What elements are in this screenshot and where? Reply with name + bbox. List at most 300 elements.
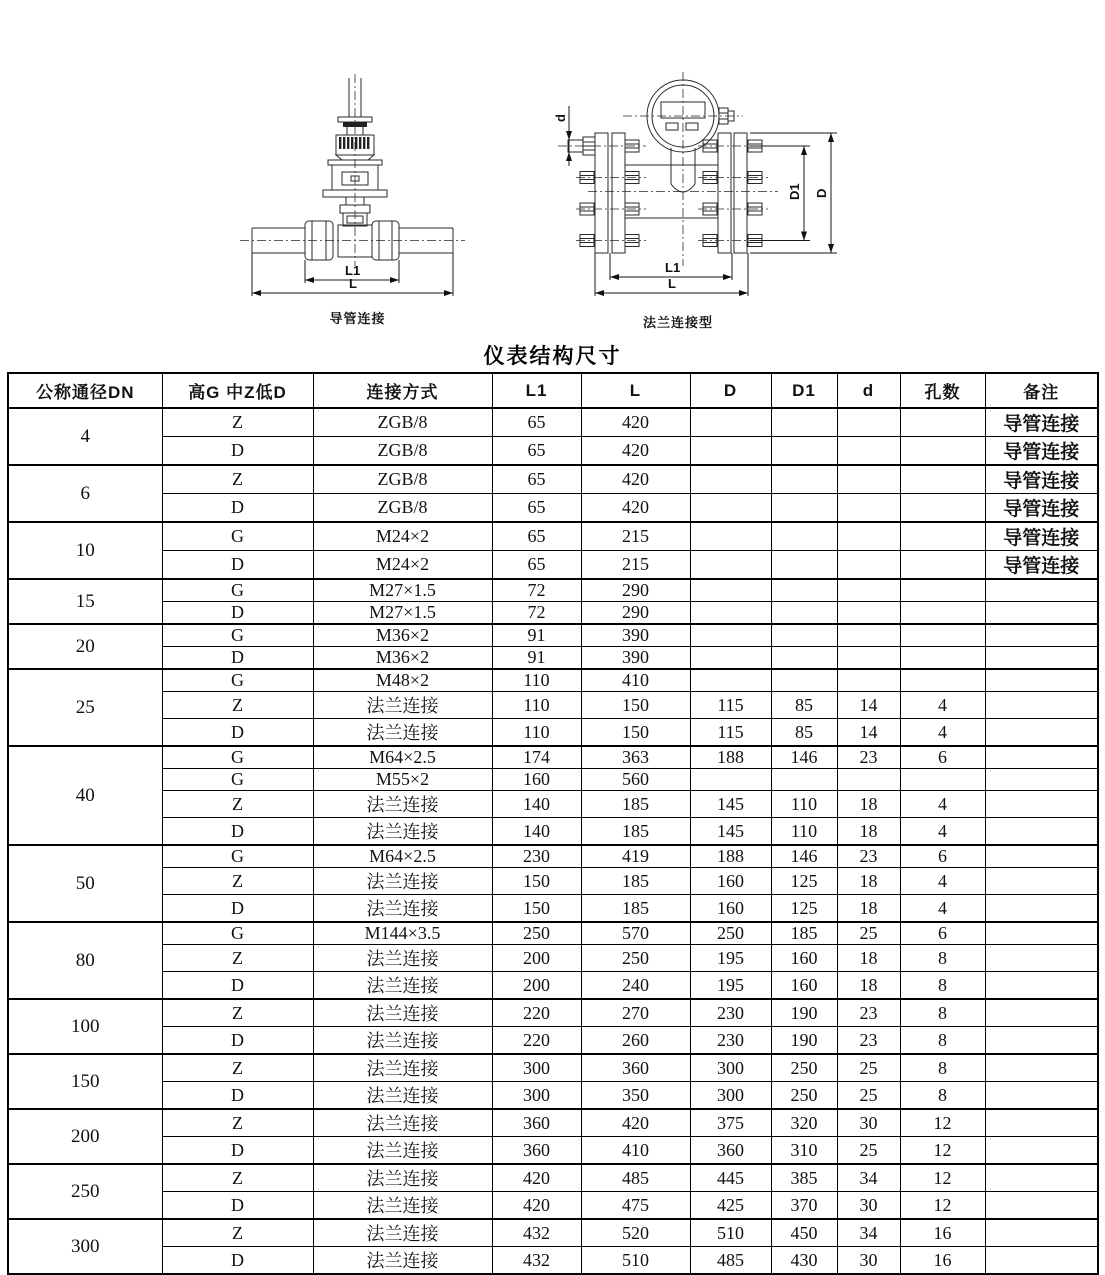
l1-cell: 72 xyxy=(492,579,581,602)
table-row xyxy=(8,922,1098,945)
l-cell: 485 xyxy=(581,1164,690,1192)
remark-cell xyxy=(985,818,1098,846)
d-bolt-cell: 23 xyxy=(837,746,900,769)
grade-cell: D xyxy=(162,1137,313,1165)
grade-cell: Z xyxy=(162,999,313,1027)
connection-cell: 法兰连接 xyxy=(313,945,492,972)
holes-cell xyxy=(900,647,985,670)
d-bolt-cell: 18 xyxy=(837,895,900,923)
remark-cell: 导管连接 xyxy=(985,494,1098,523)
l-cell: 360 xyxy=(581,1054,690,1082)
d1-cell xyxy=(771,437,837,466)
dim-label-l: L xyxy=(668,276,676,291)
grade-cell: Z xyxy=(162,1109,313,1137)
holes-cell: 6 xyxy=(900,922,985,945)
remark-cell xyxy=(985,669,1098,692)
col-header-dn: 公称通径DN xyxy=(8,373,162,408)
connection-cell: M64×2.5 xyxy=(313,845,492,868)
remark-cell xyxy=(985,972,1098,1000)
table-row xyxy=(8,1137,1098,1165)
l-cell: 240 xyxy=(581,972,690,1000)
d-cell: 188 xyxy=(690,746,771,769)
dn-cell: 40 xyxy=(8,746,162,845)
flange-connection-caption: 法兰连接型 xyxy=(642,315,713,330)
l-cell: 520 xyxy=(581,1219,690,1247)
remark-cell xyxy=(985,845,1098,868)
table-row xyxy=(8,769,1098,791)
l1-cell: 300 xyxy=(492,1054,581,1082)
l-cell: 290 xyxy=(581,602,690,625)
l1-cell: 91 xyxy=(492,624,581,647)
table-row xyxy=(8,579,1098,602)
holes-cell: 8 xyxy=(900,999,985,1027)
flange-connection-figure xyxy=(528,48,868,306)
l-cell: 510 xyxy=(581,1247,690,1275)
dim-label-l1: L1 xyxy=(345,263,361,278)
d-cell: 115 xyxy=(690,692,771,719)
d-cell: 300 xyxy=(690,1082,771,1110)
table-row xyxy=(8,669,1098,692)
l-cell: 260 xyxy=(581,1027,690,1055)
connection-cell: 法兰连接 xyxy=(313,1164,492,1192)
l1-cell: 110 xyxy=(492,669,581,692)
d-bolt-cell: 18 xyxy=(837,818,900,846)
holes-cell xyxy=(900,408,985,437)
l-cell: 390 xyxy=(581,624,690,647)
dim-label-l1: L1 xyxy=(665,260,681,275)
connection-cell: 法兰连接 xyxy=(313,1082,492,1110)
d1-cell xyxy=(771,647,837,670)
l-cell: 185 xyxy=(581,868,690,895)
connection-cell: 法兰连接 xyxy=(313,895,492,923)
grade-cell: Z xyxy=(162,945,313,972)
holes-cell: 4 xyxy=(900,895,985,923)
remark-cell xyxy=(985,791,1098,818)
remark-cell xyxy=(985,624,1098,647)
d-cell: 160 xyxy=(690,895,771,923)
l1-cell: 230 xyxy=(492,845,581,868)
l-cell: 363 xyxy=(581,746,690,769)
d-cell: 160 xyxy=(690,868,771,895)
d-cell: 250 xyxy=(690,922,771,945)
l-cell: 270 xyxy=(581,999,690,1027)
l1-cell: 140 xyxy=(492,791,581,818)
table-row xyxy=(8,719,1098,747)
dim-label-d-outer: D xyxy=(814,188,829,198)
d-cell xyxy=(690,647,771,670)
dn-cell: 20 xyxy=(8,624,162,669)
d-cell: 188 xyxy=(690,845,771,868)
grade-cell: D xyxy=(162,1247,313,1275)
d1-cell: 190 xyxy=(771,1027,837,1055)
table-row xyxy=(8,1164,1098,1192)
table-row xyxy=(8,972,1098,1000)
connection-cell: M144×3.5 xyxy=(313,922,492,945)
holes-cell: 4 xyxy=(900,791,985,818)
table-row xyxy=(8,624,1098,647)
d-bolt-cell: 14 xyxy=(837,692,900,719)
d1-cell: 160 xyxy=(771,972,837,1000)
l-cell: 250 xyxy=(581,945,690,972)
table-row xyxy=(8,1219,1098,1247)
connection-cell: 法兰连接 xyxy=(313,791,492,818)
d1-cell xyxy=(771,551,837,580)
d-bolt-cell: 18 xyxy=(837,791,900,818)
holes-cell: 8 xyxy=(900,1082,985,1110)
dim-label-d: d xyxy=(553,114,568,122)
d1-cell: 110 xyxy=(771,818,837,846)
connection-cell: 法兰连接 xyxy=(313,1054,492,1082)
grade-cell: G xyxy=(162,522,313,551)
table-row xyxy=(8,818,1098,846)
holes-cell: 8 xyxy=(900,1027,985,1055)
holes-cell: 12 xyxy=(900,1109,985,1137)
d1-cell xyxy=(771,769,837,791)
remark-cell: 导管连接 xyxy=(985,437,1098,466)
col-header-remarks: 备注 xyxy=(985,373,1098,408)
l-cell: 410 xyxy=(581,1137,690,1165)
table-row xyxy=(8,522,1098,551)
grade-cell: Z xyxy=(162,1219,313,1247)
dn-cell: 300 xyxy=(8,1219,162,1274)
d1-cell: 160 xyxy=(771,945,837,972)
remark-cell xyxy=(985,769,1098,791)
d1-cell: 185 xyxy=(771,922,837,945)
l-cell: 185 xyxy=(581,895,690,923)
d-bolt-cell: 23 xyxy=(837,845,900,868)
d-cell xyxy=(690,624,771,647)
col-header-grade: 高G 中Z低D xyxy=(162,373,313,408)
d1-cell: 110 xyxy=(771,791,837,818)
l-cell: 390 xyxy=(581,647,690,670)
table-row xyxy=(8,408,1098,437)
d1-cell: 85 xyxy=(771,692,837,719)
d-cell xyxy=(690,522,771,551)
col-header-d: D xyxy=(690,373,771,408)
grade-cell: G xyxy=(162,769,313,791)
connection-cell: 法兰连接 xyxy=(313,1109,492,1137)
l1-cell: 91 xyxy=(492,647,581,670)
d1-cell: 125 xyxy=(771,895,837,923)
d-bolt-cell xyxy=(837,522,900,551)
l1-cell: 220 xyxy=(492,1027,581,1055)
grade-cell: Z xyxy=(162,1054,313,1082)
table-row xyxy=(8,692,1098,719)
l1-cell: 174 xyxy=(492,746,581,769)
grade-cell: Z xyxy=(162,868,313,895)
d-cell xyxy=(690,669,771,692)
d1-cell xyxy=(771,579,837,602)
d-cell: 145 xyxy=(690,791,771,818)
col-header-d-bolt: d xyxy=(837,373,900,408)
l-cell: 185 xyxy=(581,791,690,818)
d1-cell xyxy=(771,408,837,437)
grade-cell: Z xyxy=(162,408,313,437)
l1-cell: 140 xyxy=(492,818,581,846)
grade-cell: G xyxy=(162,624,313,647)
remark-cell: 导管连接 xyxy=(985,465,1098,494)
header-row xyxy=(8,373,1098,408)
holes-cell xyxy=(900,465,985,494)
d-cell: 145 xyxy=(690,818,771,846)
d-bolt-cell: 18 xyxy=(837,972,900,1000)
remark-cell xyxy=(985,1219,1098,1247)
d-cell: 485 xyxy=(690,1247,771,1275)
l1-cell: 65 xyxy=(492,408,581,437)
d1-cell: 125 xyxy=(771,868,837,895)
connection-cell: ZGB/8 xyxy=(313,408,492,437)
table-row xyxy=(8,494,1098,523)
d1-cell xyxy=(771,465,837,494)
d1-cell: 85 xyxy=(771,719,837,747)
remark-cell: 导管连接 xyxy=(985,522,1098,551)
flange-pair-right xyxy=(718,133,747,253)
l-cell: 185 xyxy=(581,818,690,846)
holes-cell: 16 xyxy=(900,1219,985,1247)
table-row xyxy=(8,437,1098,466)
display-button xyxy=(666,123,678,130)
dn-cell: 25 xyxy=(8,669,162,746)
remark-cell xyxy=(985,922,1098,945)
connection-cell: 法兰连接 xyxy=(313,1192,492,1220)
connection-cell: M36×2 xyxy=(313,647,492,670)
d-cell: 300 xyxy=(690,1054,771,1082)
dn-cell: 250 xyxy=(8,1164,162,1219)
d-bolt-cell: 30 xyxy=(837,1109,900,1137)
connection-cell: 法兰连接 xyxy=(313,1137,492,1165)
connection-cell: ZGB/8 xyxy=(313,437,492,466)
l1-cell: 200 xyxy=(492,945,581,972)
table-row xyxy=(8,602,1098,625)
l-cell: 420 xyxy=(581,408,690,437)
grade-cell: Z xyxy=(162,465,313,494)
holes-cell xyxy=(900,769,985,791)
dim-d-bolt xyxy=(553,106,569,166)
holes-cell xyxy=(900,494,985,523)
d-cell: 195 xyxy=(690,945,771,972)
d1-cell: 310 xyxy=(771,1137,837,1165)
dn-cell: 15 xyxy=(8,579,162,624)
l1-cell: 300 xyxy=(492,1082,581,1110)
table-row xyxy=(8,1027,1098,1055)
remark-cell xyxy=(985,1109,1098,1137)
d1-cell: 385 xyxy=(771,1164,837,1192)
d1-cell: 450 xyxy=(771,1219,837,1247)
l1-cell: 250 xyxy=(492,922,581,945)
dn-cell: 80 xyxy=(8,922,162,999)
d-bolt-cell xyxy=(837,408,900,437)
d-bolt-cell xyxy=(837,769,900,791)
dim-d1 xyxy=(750,146,810,241)
connection-cell: 法兰连接 xyxy=(313,1247,492,1275)
pipe-connection-diagram xyxy=(235,52,480,304)
connection-cell: M48×2 xyxy=(313,669,492,692)
remark-cell xyxy=(985,999,1098,1027)
l-cell: 150 xyxy=(581,719,690,747)
remark-cell xyxy=(985,868,1098,895)
grade-cell: D xyxy=(162,551,313,580)
l1-cell: 200 xyxy=(492,972,581,1000)
dn-cell: 150 xyxy=(8,1054,162,1109)
l-cell: 420 xyxy=(581,494,690,523)
table-row xyxy=(8,845,1098,868)
grade-cell: D xyxy=(162,494,313,523)
l1-cell: 65 xyxy=(492,551,581,580)
l1-cell: 65 xyxy=(492,437,581,466)
remark-cell xyxy=(985,647,1098,670)
remark-cell xyxy=(985,692,1098,719)
grade-cell: D xyxy=(162,1082,313,1110)
connection-cell: M24×2 xyxy=(313,522,492,551)
remark-cell xyxy=(985,1137,1098,1165)
d-cell: 230 xyxy=(690,999,771,1027)
grade-cell: G xyxy=(162,579,313,602)
connection-cell: M27×1.5 xyxy=(313,602,492,625)
d-cell xyxy=(690,408,771,437)
connection-cell: M24×2 xyxy=(313,551,492,580)
holes-cell xyxy=(900,602,985,625)
l1-cell: 360 xyxy=(492,1109,581,1137)
d-cell: 115 xyxy=(690,719,771,747)
d-bolt-cell xyxy=(837,465,900,494)
display-button xyxy=(686,123,698,130)
holes-cell xyxy=(900,522,985,551)
grade-cell: D xyxy=(162,602,313,625)
holes-cell xyxy=(900,579,985,602)
d1-cell: 146 xyxy=(771,746,837,769)
d-cell: 360 xyxy=(690,1137,771,1165)
grade-cell: D xyxy=(162,895,313,923)
remark-cell xyxy=(985,1027,1098,1055)
table-row xyxy=(8,1054,1098,1082)
holes-cell: 4 xyxy=(900,719,985,747)
l-cell: 570 xyxy=(581,922,690,945)
d-bolt-cell xyxy=(837,551,900,580)
d-cell xyxy=(690,494,771,523)
d-cell: 375 xyxy=(690,1109,771,1137)
l1-cell: 160 xyxy=(492,769,581,791)
connection-cell: 法兰连接 xyxy=(313,1219,492,1247)
d1-cell xyxy=(771,669,837,692)
holes-cell: 8 xyxy=(900,945,985,972)
connection-cell: 法兰连接 xyxy=(313,1027,492,1055)
l1-cell: 432 xyxy=(492,1219,581,1247)
holes-cell: 8 xyxy=(900,1054,985,1082)
d1-cell xyxy=(771,624,837,647)
connection-cell: 法兰连接 xyxy=(313,972,492,1000)
l-cell: 420 xyxy=(581,1109,690,1137)
d-cell xyxy=(690,769,771,791)
l-cell: 420 xyxy=(581,465,690,494)
holes-cell: 4 xyxy=(900,818,985,846)
l1-cell: 150 xyxy=(492,868,581,895)
holes-cell: 6 xyxy=(900,845,985,868)
table-row xyxy=(8,647,1098,670)
l1-cell: 220 xyxy=(492,999,581,1027)
flange-connection-diagram xyxy=(528,48,868,306)
flange-pair-left xyxy=(595,133,625,253)
l-cell: 215 xyxy=(581,522,690,551)
l1-cell: 65 xyxy=(492,494,581,523)
d1-cell: 320 xyxy=(771,1109,837,1137)
col-header-l: L xyxy=(581,373,690,408)
remark-cell: 导管连接 xyxy=(985,408,1098,437)
table-row xyxy=(8,1192,1098,1220)
d-bolt-cell: 25 xyxy=(837,1054,900,1082)
holes-cell xyxy=(900,551,985,580)
col-header-connection: 连接方式 xyxy=(313,373,492,408)
d1-cell: 190 xyxy=(771,999,837,1027)
table-row xyxy=(8,999,1098,1027)
connection-cell: M55×2 xyxy=(313,769,492,791)
grade-cell: D xyxy=(162,1192,313,1220)
l1-cell: 420 xyxy=(492,1192,581,1220)
remark-cell xyxy=(985,1082,1098,1110)
connection-cell: ZGB/8 xyxy=(313,494,492,523)
connection-cell: 法兰连接 xyxy=(313,818,492,846)
grade-cell: D xyxy=(162,437,313,466)
table-row xyxy=(8,945,1098,972)
remark-cell xyxy=(985,1192,1098,1220)
table-row xyxy=(8,746,1098,769)
remark-cell xyxy=(985,1247,1098,1275)
d-bolt-cell xyxy=(837,437,900,466)
d1-cell: 430 xyxy=(771,1247,837,1275)
connection-cell: 法兰连接 xyxy=(313,868,492,895)
dn-cell: 10 xyxy=(8,522,162,579)
d-cell: 425 xyxy=(690,1192,771,1220)
dn-cell: 100 xyxy=(8,999,162,1054)
grade-cell: D xyxy=(162,647,313,670)
d-bolt-cell xyxy=(837,494,900,523)
dimension-table xyxy=(7,372,1099,1275)
d-bolt-cell: 25 xyxy=(837,922,900,945)
dim-label-d1: D1 xyxy=(787,183,802,200)
d-cell xyxy=(690,465,771,494)
remark-cell xyxy=(985,719,1098,747)
l-cell: 475 xyxy=(581,1192,690,1220)
d-bolt-cell xyxy=(837,579,900,602)
d-cell: 230 xyxy=(690,1027,771,1055)
holes-cell xyxy=(900,437,985,466)
holes-cell: 12 xyxy=(900,1164,985,1192)
remark-cell xyxy=(985,945,1098,972)
holes-cell: 12 xyxy=(900,1192,985,1220)
table-row xyxy=(8,868,1098,895)
d-bolt-cell xyxy=(837,624,900,647)
table-row xyxy=(8,1247,1098,1275)
l1-cell: 72 xyxy=(492,602,581,625)
d1-cell: 146 xyxy=(771,845,837,868)
l-cell: 350 xyxy=(581,1082,690,1110)
table-row xyxy=(8,791,1098,818)
col-header-holes: 孔数 xyxy=(900,373,985,408)
d1-cell: 250 xyxy=(771,1082,837,1110)
dn-cell: 4 xyxy=(8,408,162,465)
l-cell: 215 xyxy=(581,551,690,580)
dn-cell: 50 xyxy=(8,845,162,922)
d1-cell xyxy=(771,522,837,551)
dim-label-l: L xyxy=(349,276,357,291)
l-cell: 410 xyxy=(581,669,690,692)
connection-cell: ZGB/8 xyxy=(313,465,492,494)
remark-cell xyxy=(985,746,1098,769)
pipe-connection-caption: 导管连接 xyxy=(329,311,386,326)
connection-cell: 法兰连接 xyxy=(313,999,492,1027)
d-cell xyxy=(690,437,771,466)
grade-cell: D xyxy=(162,818,313,846)
dn-cell: 200 xyxy=(8,1109,162,1164)
